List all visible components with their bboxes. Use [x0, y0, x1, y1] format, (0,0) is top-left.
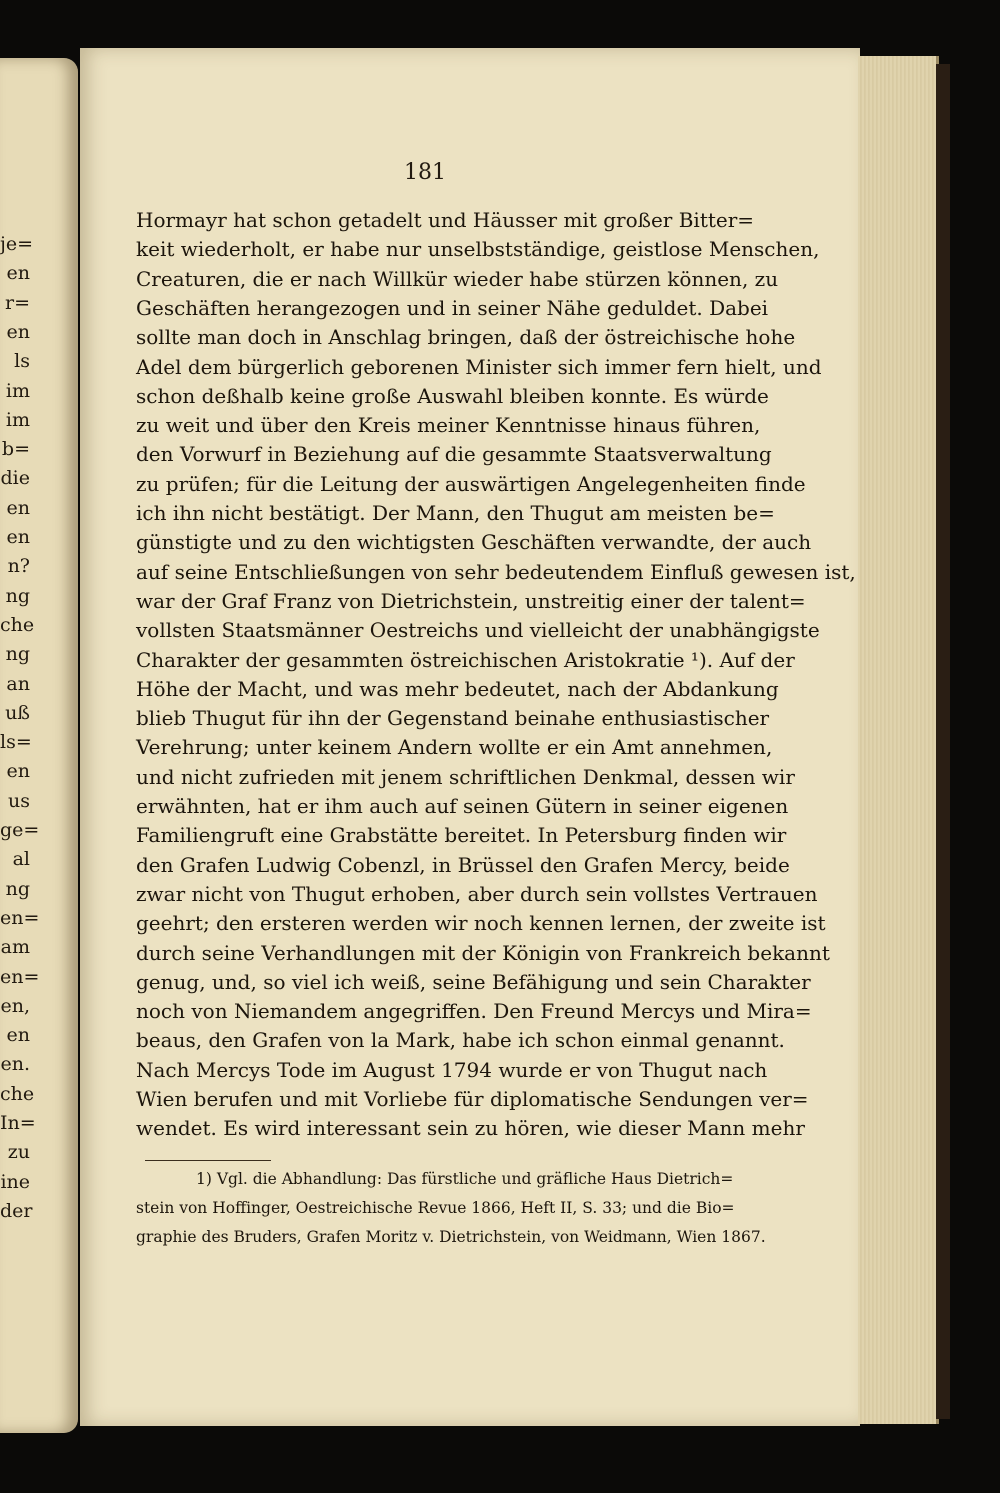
text-line: genug, und, so viel ich weiß, seine Befähigung und sein Charakter — [136, 969, 811, 994]
text-line: Geschäften herangezogen und in seiner Nähe geduldet. Dabei — [136, 295, 769, 320]
left-page-fragment: al — [12, 848, 30, 871]
left-page-fragment: en. — [0, 1053, 30, 1076]
text-line: geehrt; den ersteren werden wir noch kennen lernen, der zweite ist — [136, 911, 826, 936]
left-page-fragment: en= — [0, 965, 40, 988]
left-page-fragment: ng — [5, 643, 30, 666]
left-page-fragment: ine — [0, 1170, 30, 1193]
left-page-fragment: en — [6, 760, 30, 783]
text-line: zu weit und über den Kreis meiner Kenntnisse hinaus führen, — [136, 413, 761, 438]
text-line: Adel dem bürgerlich geborenen Minister sich immer fern hielt, und — [136, 354, 822, 379]
left-page-fragment: je= — [0, 233, 34, 255]
text-line: noch von Niemandem angegriffen. Den Freund Mercys und Mira= — [136, 999, 812, 1024]
text-line: auf seine Entschließungen von sehr bedeutendem Einfluß gewesen ist, — [136, 559, 856, 584]
text-line: Creaturen, die er nach Willkür wieder habe stürzen können, zu — [136, 266, 779, 291]
text-line: wendet. Es wird interessant sein zu hören, wie dieser Mann mehr — [136, 1116, 805, 1141]
text-line: vollsten Staatsmänner Oestreichs und vielleicht der unabhängigste — [136, 618, 820, 643]
left-page-fragment: der — [0, 1199, 33, 1222]
left-page-fragment: en — [6, 320, 30, 343]
left-page-fragment: ng — [5, 877, 30, 900]
text-line: ich ihn nicht bestätigt. Der Mann, den Thugut am meisten be= — [136, 501, 775, 525]
text-line: schon deßhalb keine große Auswahl bleiben konnte. Es würde — [136, 383, 769, 408]
text-line: zwar nicht von Thugut erhoben, aber durch sein vollstes Vertrauen — [136, 881, 818, 906]
footnote-line: 1) Vgl. die Abhandlung: Das fürstliche und gräfliche Haus Dietrich= — [196, 1170, 734, 1188]
book-cover-edge — [936, 64, 950, 1419]
left-page-fragment: b= — [1, 438, 30, 461]
left-page-fragment: r= — [4, 291, 30, 314]
text-line: blieb Thugut für ihn der Gegenstand beinahe enthusiastischer — [136, 706, 770, 731]
left-page-fragment: die — [0, 467, 30, 490]
page-number: 181 — [404, 160, 446, 185]
left-page-fragment: che — [0, 1082, 35, 1105]
footnote-line: stein von Hoffinger, Oestreichische Revue 1866, Heft II, S. 33; und die Bio= — [136, 1199, 735, 1217]
text-line: war der Graf Franz von Dietrichstein, unstreitig einer der talent= — [136, 588, 806, 613]
text-line: Hormayr hat schon getadelt und Häusser mit großer Bitter= — [136, 208, 755, 232]
text-line: erwähnten, hat er ihm auch auf seinen Gütern in seiner eigenen — [136, 794, 789, 818]
text-line: den Vorwurf in Beziehung auf die gesammte Staatsverwaltung — [136, 442, 772, 467]
text-line: Wien berufen und mit Vorliebe für diplomatische Sendungen ver= — [136, 1087, 809, 1111]
left-page-fragment: ls — [14, 350, 30, 373]
text-line: Familiengruft eine Grabstätte bereitet. In Petersburg finden wir — [136, 823, 787, 848]
text-line: den Grafen Ludwig Cobenzl, in Brüssel den Grafen Mercy, beide — [136, 852, 790, 877]
text-line: Charakter der gesammten östreichischen Aristokratie ¹). Auf der — [136, 647, 795, 672]
left-page-fragment: ls= — [0, 731, 32, 754]
left-page-fragment: che — [0, 613, 35, 636]
text-line: zu prüfen; für die Leitung der auswärtigen Angelegenheiten finde — [136, 471, 806, 496]
left-page-fragment: en — [6, 526, 30, 548]
left-page-fragment: en, — [0, 994, 30, 1017]
left-page-fragment: am — [0, 936, 30, 959]
left-page-fragment: uß — [5, 701, 30, 724]
text-line: und nicht zufrieden mit jenem schriftlichen Denkmal, dessen wir — [136, 764, 795, 789]
text-line: sollte man doch in Anschlag bringen, daß der östreichische hohe — [136, 325, 796, 350]
text-line: beaus, den Grafen von la Mark, habe ich schon einmal genannt. — [136, 1028, 785, 1053]
left-page-fragment: zu — [7, 1141, 30, 1164]
left-page-fragment: im — [5, 408, 30, 431]
page-block-edge — [858, 56, 939, 1424]
text-line: Nach Mercys Tode im August 1794 wurde er von Thugut nach — [136, 1057, 768, 1082]
text-line: Höhe der Macht, und was mehr bedeutet, nach der Abdankung — [136, 676, 779, 701]
left-page-fragment: n? — [7, 555, 30, 578]
left-page-fragment: en — [6, 496, 30, 519]
text-line: Verehrung; unter keinem Andern wollte er ein Amt annehmen, — [136, 735, 773, 760]
footnote-rule — [145, 1160, 271, 1161]
left-page-fragment: en — [6, 262, 30, 285]
left-page-fragment: en= — [0, 906, 40, 929]
text-line: durch seine Verhandlungen mit der Königin von Frankreich bekannt — [136, 940, 830, 965]
left-page-fragment: us — [8, 789, 30, 812]
left-page — [0, 58, 78, 1433]
left-page-fragment: In= — [0, 1112, 36, 1134]
text-line: günstigte und zu den wichtigsten Geschäften verwandte, der auch — [136, 530, 812, 555]
left-page-fragment: an — [6, 672, 30, 695]
text-line: keit wiederholt, er habe nur unselbstständige, geistlose Menschen, — [136, 237, 820, 262]
footnote-line: graphie des Bruders, Grafen Moritz v. Dietrichstein, von Weidmann, Wien 1867. — [136, 1228, 766, 1246]
left-page-fragment: ge= — [0, 819, 40, 841]
left-page-fragment: en — [6, 1024, 30, 1047]
left-page-fragment: im — [5, 379, 30, 402]
left-page-fragment: ng — [5, 584, 30, 607]
